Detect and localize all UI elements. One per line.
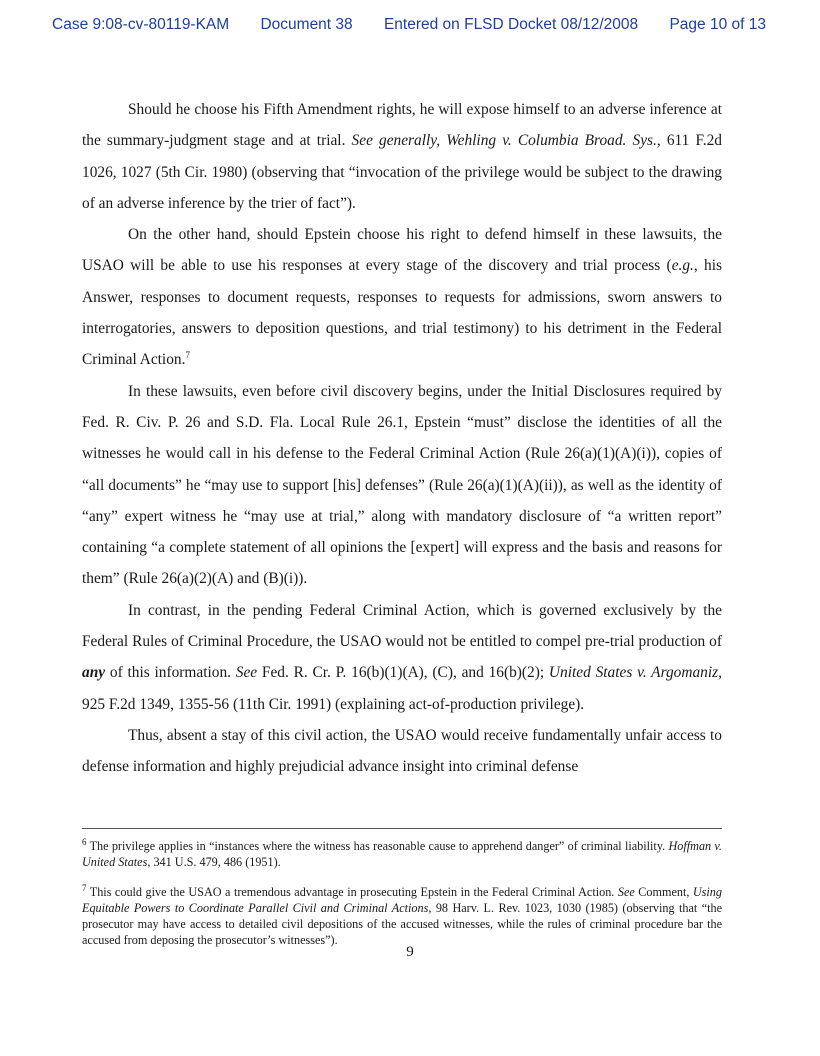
paragraph-defend-himself xyxy=(82,219,722,375)
paragraph-criminal-procedure xyxy=(82,595,722,720)
emphasized-text: e.g. xyxy=(671,257,694,275)
text-segment: Should he choose his Fifth Amendment rights, he will expose himself to an adverse inference at the summary-judgment stage and at trial. xyxy=(82,101,722,150)
text-segment: Comment, xyxy=(634,885,693,899)
text-segment: The privilege applies in “instances where the witness has reasonable cause to apprehend danger” of criminal liability. xyxy=(86,839,669,853)
page-count: Page 10 of 13 xyxy=(669,16,766,33)
emphasized-text: See xyxy=(235,664,258,682)
footnote-6 xyxy=(82,838,722,870)
footnote-marker: 6 xyxy=(82,836,87,847)
emphasized-text: United States v. Argomaniz xyxy=(548,664,719,682)
docket-entry-date: Entered on FLSD Docket 08/12/2008 xyxy=(383,16,639,33)
paragraph-stay-conclusion xyxy=(82,720,722,783)
paragraph-adverse-inference xyxy=(82,94,722,219)
text-segment: Thus, absent a stay of this civil action, the USAO would receive fundamentally unfair access to defense information and highly prejudicial advance insight into criminal defense xyxy=(82,726,722,776)
text-segment: , 925 F.2d 1349, 1355-56 (11th Cir. 1991) (explaining act-of-production privilege). xyxy=(82,664,723,713)
page-number: 9 xyxy=(406,944,414,960)
emphasized-text: See generally, Wehling v. Columbia Broad. Sys. xyxy=(351,132,657,150)
text-segment: , 341 U.S. 479, 486 (1951). xyxy=(147,855,281,869)
text-segment: , 98 Harv. L. Rev. 1023, 1030 (1985) (observing that “the prosecutor may have access to detailed civil depositions of the accused witnesses, while the rules of criminal procedure bar the accused from deposing the prosecutor’s witnesses”). xyxy=(82,901,723,947)
text-segment: Fed. R. Cr. P. 16(b)(1)(A), (C), and 16(b)(2); xyxy=(257,664,549,682)
body-text xyxy=(82,94,722,783)
emphasized-text: See xyxy=(617,885,635,899)
text-segment: , his Answer, responses to document requests, responses to requests for admissions, sworn answers to interrogatories, answers to deposition questions, and trial testimony) to his detriment in the Federal Criminal Action. xyxy=(82,257,723,369)
text-segment: On the other hand, should Epstein choose his right to defend himself in these lawsuits, the USAO will be able to use his responses at every stage of the discovery and trial process ( xyxy=(82,226,722,275)
docket-header xyxy=(0,16,820,34)
text-segment: , 611 F.2d 1026, 1027 (5th Cir. 1980) (observing that “invocation of the privilege would be subject to the drawing of an adverse inference by the trier of fact”). xyxy=(82,132,723,212)
footnote-divider xyxy=(82,828,722,829)
document-number: Document 38 xyxy=(260,16,353,33)
footnote-marker: 7 xyxy=(82,882,87,893)
text-segment: This could give the USAO a tremendous advantage in prosecuting Epstein in the Federal Criminal Action. xyxy=(86,885,618,899)
text-segment: of this information. xyxy=(105,664,236,682)
footnote-marker: 7 xyxy=(185,350,190,361)
case-number: Case 9:08-cv-80119-KAM xyxy=(52,16,230,33)
emphasized-text: Using Equitable Powers to Coordinate Parallel Civil and Criminal Actions xyxy=(82,885,722,915)
emphasized-text: Hoffman v. United States xyxy=(82,839,722,869)
text-segment: In contrast, in the pending Federal Criminal Action, which is governed exclusively by the Federal Rules of Criminal Procedure, the USAO would not be entitled to compel pre-trial production of xyxy=(82,601,722,651)
emphasized-text: any xyxy=(82,664,106,682)
footnote-7 xyxy=(82,884,722,948)
text-segment: In these lawsuits, even before civil discovery begins, under the Initial Disclosures required by Fed. R. Civ. P. 26 and S.D. Fla. Local Rule 26.1, Epstein “must” disclose the identities of all the witnesses he would call in his defense to the Federal Criminal Action (Rule 26(a)(1)(A)(i)), copies of “all documents” he “may use to support [his] defenses” (Rule 26(a)(1)(A)(ii)), as well as the identity of “any” expert witness he “may use at trial,” along with mandatory disclosure of “a written report” containing “a complete statement of all opinions the [expert] will express and the basis and reasons for them” (Rule 26(a)(2)(A) and (B)(i)). xyxy=(82,382,722,588)
paragraph-initial-disclosures xyxy=(82,376,722,595)
